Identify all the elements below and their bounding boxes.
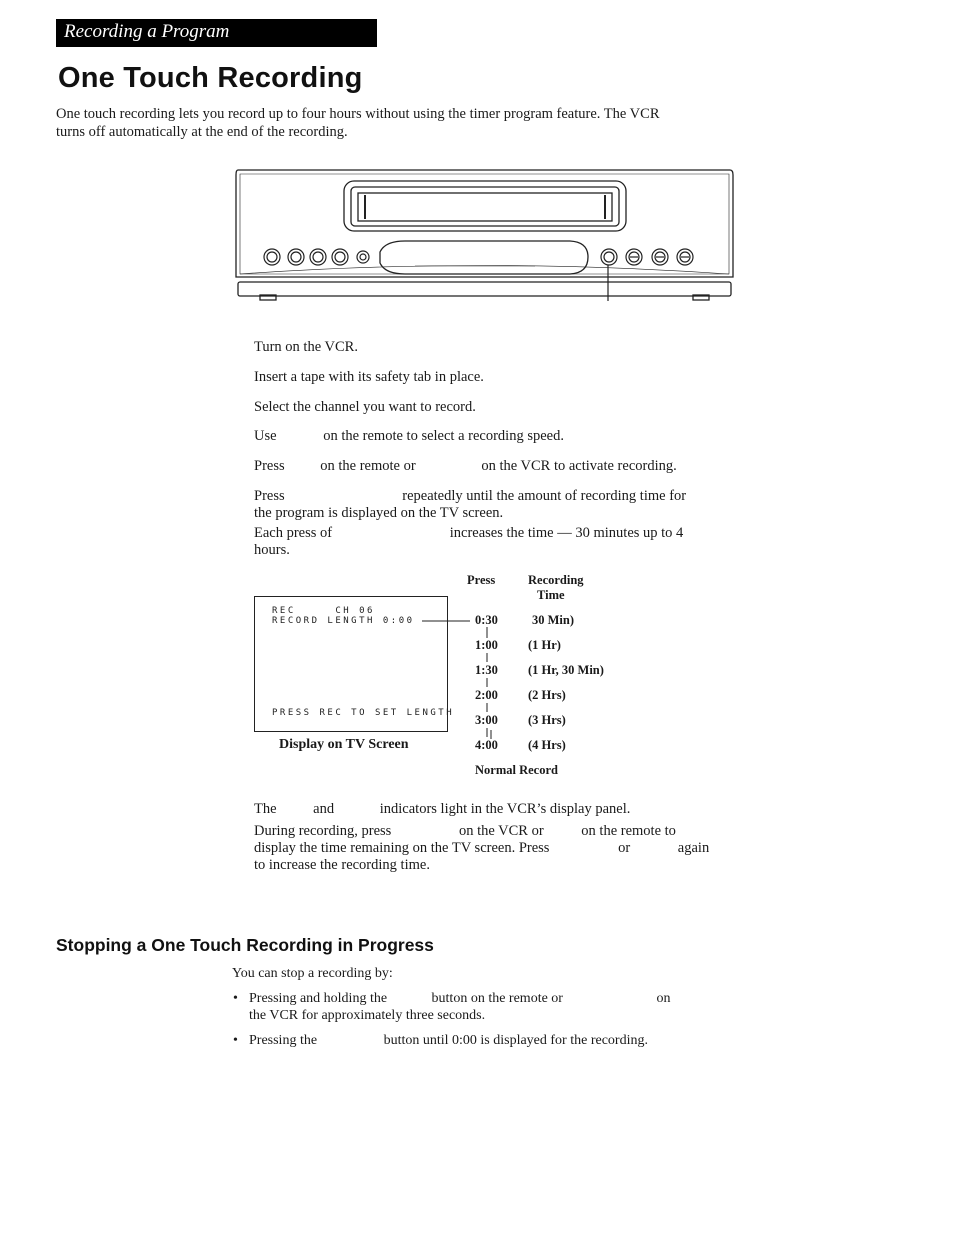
tv-screen-display <box>254 596 455 732</box>
during-b3: again <box>677 840 710 856</box>
table-header-recording: Recording <box>528 573 584 587</box>
step-4 <box>254 428 564 445</box>
table-header-press: Press <box>467 573 496 587</box>
step-5-remote: on the remote or <box>320 458 416 474</box>
table-row-time: 3:00 <box>475 713 498 727</box>
bullet-1-line-2: the VCR for approximately three seconds. <box>249 1008 486 1023</box>
indicators-w3: indicators light in the VCR’s display panel. <box>379 801 631 817</box>
step-1: Turn on the VCR. <box>254 339 358 355</box>
bullet-1-c: on <box>656 991 671 1006</box>
table-row-time: 1:00 <box>475 638 498 652</box>
tv-line-2: RECORD LENGTH 0:00 <box>272 616 415 626</box>
step-6-note-a: Each press of <box>254 525 333 541</box>
step-4-use: Use <box>254 428 277 444</box>
intro-paragraph <box>56 105 736 141</box>
bullet-1-line-1 <box>249 990 670 1007</box>
table-row-time: 4:00 <box>475 738 498 752</box>
step-6 <box>254 488 686 505</box>
table-row-desc: (2 Hrs) <box>528 688 566 702</box>
table-footer: Normal Record <box>475 763 558 777</box>
tv-line-3: PRESS REC TO SET LENGTH <box>272 708 455 718</box>
page-title: One Touch Recording <box>58 62 363 94</box>
intro-line-1: One touch recording lets you record up to four hours without using the timer program feature. The VCR <box>56 106 660 122</box>
press-sequence-connectors <box>420 610 500 750</box>
section-header-bar <box>56 19 377 47</box>
tv-line-1: REC CH 06 <box>272 606 375 616</box>
bullet-2-line <box>249 1032 648 1049</box>
table-row-desc: (3 Hrs) <box>528 713 566 727</box>
during-a2: on the VCR or <box>458 823 544 839</box>
during-b1: display the time remaining on the TV screen. Press <box>254 840 550 856</box>
stopping-lead: You can stop a recording by: <box>232 966 393 981</box>
bullet-2-a: Pressing the <box>249 1033 318 1048</box>
step-6-press: Press <box>254 488 285 504</box>
table-header-time: Time <box>537 588 565 602</box>
step-2: Insert a tape with its safety tab in place. <box>254 369 484 385</box>
step-5-press: Press <box>254 458 285 474</box>
step-5-rest: on the VCR to activate recording. <box>481 458 677 474</box>
bullet-2-marker: • <box>233 1033 238 1048</box>
step-6-line-2: the program is displayed on the TV screen. <box>254 505 504 521</box>
table-row-desc: 30 Min) <box>532 613 575 627</box>
intro-line-2: turns off automatically at the end of the recording. <box>56 124 348 140</box>
bullet-1-b: button on the remote or <box>431 991 563 1006</box>
during-line-1 <box>254 823 676 840</box>
tv-screen-caption: Display on TV Screen <box>279 737 409 752</box>
step-5 <box>254 458 677 475</box>
table-row-desc: (1 Hr, 30 Min) <box>528 663 604 677</box>
during-b2: or <box>618 840 631 856</box>
bullet-1-marker: • <box>233 991 238 1006</box>
indicators-w2: and <box>313 801 335 817</box>
step-6-note-end: hours. <box>254 542 290 558</box>
step-6-rest: repeatedly until the amount of recording time for <box>402 488 687 504</box>
step-6-note <box>254 525 683 542</box>
step-3: Select the channel you want to record. <box>254 399 476 415</box>
during-line-3: to increase the recording time. <box>254 857 430 873</box>
table-row-time: 0:30 <box>475 613 498 627</box>
vcr-illustration <box>230 165 740 305</box>
step-4-rest: on the remote to select a recording speed. <box>323 428 564 444</box>
table-row-time: 1:30 <box>475 663 498 677</box>
during-line-2 <box>254 840 709 857</box>
bullet-1-a: Pressing and holding the <box>249 991 388 1006</box>
stopping-heading: Stopping a One Touch Recording in Progress <box>56 935 434 955</box>
section-label: Recording a Program <box>64 21 230 42</box>
step-6-note-b: increases the time — 30 minutes up to 4 <box>449 525 684 541</box>
during-a1: During recording, press <box>254 823 392 839</box>
during-a3: on the remote to <box>581 823 676 839</box>
table-row-desc: (1 Hr) <box>528 638 561 652</box>
table-row-desc: (4 Hrs) <box>528 738 566 752</box>
table-row-time: 2:00 <box>475 688 498 702</box>
indicators-w1: The <box>254 801 277 817</box>
bullet-2-b: button until 0:00 is displayed for the recording. <box>383 1033 648 1048</box>
indicators-sentence <box>254 801 630 818</box>
